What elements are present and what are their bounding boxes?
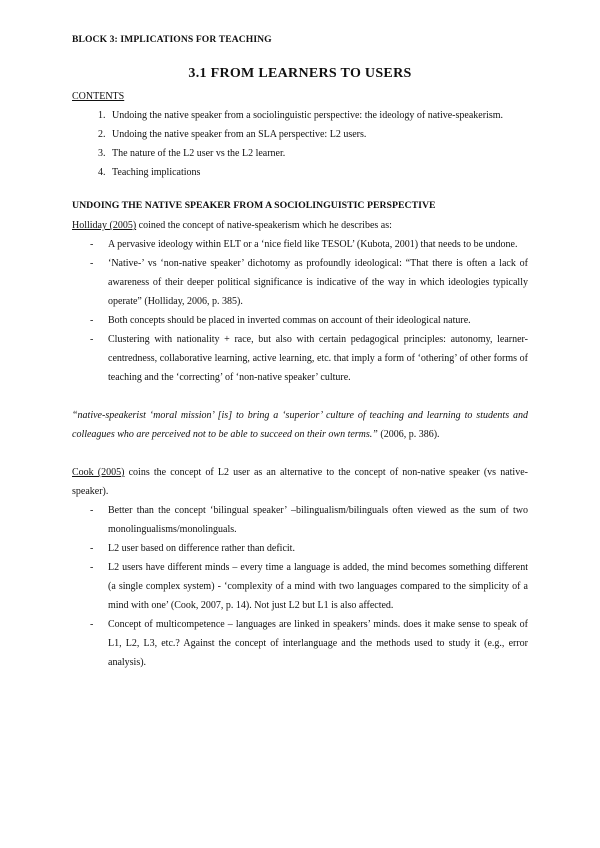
- contents-item: 1. Undoing the native speaker from a sociolinguistic perspective: the ideology of native-speakerism.: [108, 106, 528, 125]
- list-item: [90, 235, 528, 254]
- section-intro: [72, 216, 528, 235]
- document-page: [72, 30, 528, 672]
- quote-text: “native-speakerist ‘moral mission’ [is] to bring a ‘superior’ culture of teaching and learning to students and colleagues who are perceived not to be able to succeed on their own terms.”: [72, 410, 528, 440]
- list-item-text: Clustering with nationality + race, but also with certain pedagogical principles: autonomy, learner-centredness, collaborative learning, active learning, etc. that imply a form of ‘othering’ of other forms of teaching and the ‘correcting’ of ‘non-native speaker’ culture.: [108, 334, 528, 383]
- intro-text: coined the concept of native-speakerism which he describes as:: [136, 220, 392, 231]
- list-item: [90, 330, 528, 387]
- list-item: [90, 311, 528, 330]
- block-title: BLOCK 3: IMPLICATIONS FOR TEACHING: [72, 34, 272, 45]
- list-item-text: Concept of multicompetence – languages are linked in speakers’ minds. does it make sense to speak of L1, L2, L3, etc.? Against the concept of interlanguage and the methods used to study it (e.g., error analysis).: [108, 619, 528, 668]
- dash-bullet: -: [90, 315, 94, 326]
- holliday-quote: [72, 406, 528, 444]
- list-item: [90, 254, 528, 311]
- dash-bullet: -: [90, 505, 94, 516]
- list-item-text: A pervasive ideology within ELT or a ‘nice field like TESOL’ (Kubota, 2001) that needs to be undone.: [108, 239, 518, 250]
- list-item: [90, 558, 528, 615]
- dash-bullet: -: [90, 619, 94, 630]
- cook-reference: Cook (2005): [72, 467, 125, 478]
- dash-bullet: -: [90, 258, 94, 269]
- l2-user-list: [72, 501, 528, 672]
- list-item-text: L2 user based on difference rather than deficit.: [108, 543, 295, 554]
- contents-list: [72, 106, 528, 182]
- list-item-text: Both concepts should be placed in inverted commas on account of their ideological nature.: [108, 315, 471, 326]
- cook-intro-text: coins the concept of L2 user as an alternative to the concept of non-native speaker (vs native-speaker).: [72, 467, 528, 497]
- contents-label: CONTENTS: [72, 91, 125, 102]
- list-item: [90, 615, 528, 672]
- contents-item: 2. Undoing the native speaker from an SLA perspective: L2 users.: [108, 125, 528, 144]
- list-item: [90, 539, 528, 558]
- native-speakerism-list: [72, 235, 528, 387]
- quote-citation: (2006, p. 386).: [377, 429, 440, 440]
- dash-bullet: -: [90, 543, 94, 554]
- dash-bullet: -: [90, 562, 94, 573]
- page-title: 3.1 FROM LEARNERS TO USERS: [188, 66, 412, 81]
- list-item: [90, 501, 528, 539]
- list-item-text: ‘Native-’ vs ‘non-native speaker’ dichotomy as profoundly ideological: “That there is often a lack of awareness of their deeper political significance is indicative of the way in which ideologies typically operate” (Holliday, 2006, p. 385).: [108, 258, 528, 307]
- contents-item: 4. Teaching implications: [108, 163, 528, 182]
- dash-bullet: -: [90, 239, 94, 250]
- dash-bullet: -: [90, 334, 94, 345]
- section-heading: UNDOING THE NATIVE SPEAKER FROM A SOCIOLINGUISTIC PERSPECTIVE: [72, 200, 436, 211]
- cook-intro: [72, 463, 528, 501]
- contents-item: 3. The nature of the L2 user vs the L2 learner.: [108, 144, 528, 163]
- list-item-text: Better than the concept ‘bilingual speaker’ –bilingualism/bilinguals often viewed as the sum of two monolingualisms/monolinguals.: [108, 505, 528, 535]
- holliday-reference: Holliday (2005): [72, 220, 137, 231]
- list-item-text: L2 users have different minds – every time a language is added, the mind becomes something different (a single complex system) - ‘complexity of a mind with two languages compared to the simplicity of a mind with one’ (Cook, 2007, p. 14). Not just L2 but L1 is also affected.: [108, 562, 528, 611]
